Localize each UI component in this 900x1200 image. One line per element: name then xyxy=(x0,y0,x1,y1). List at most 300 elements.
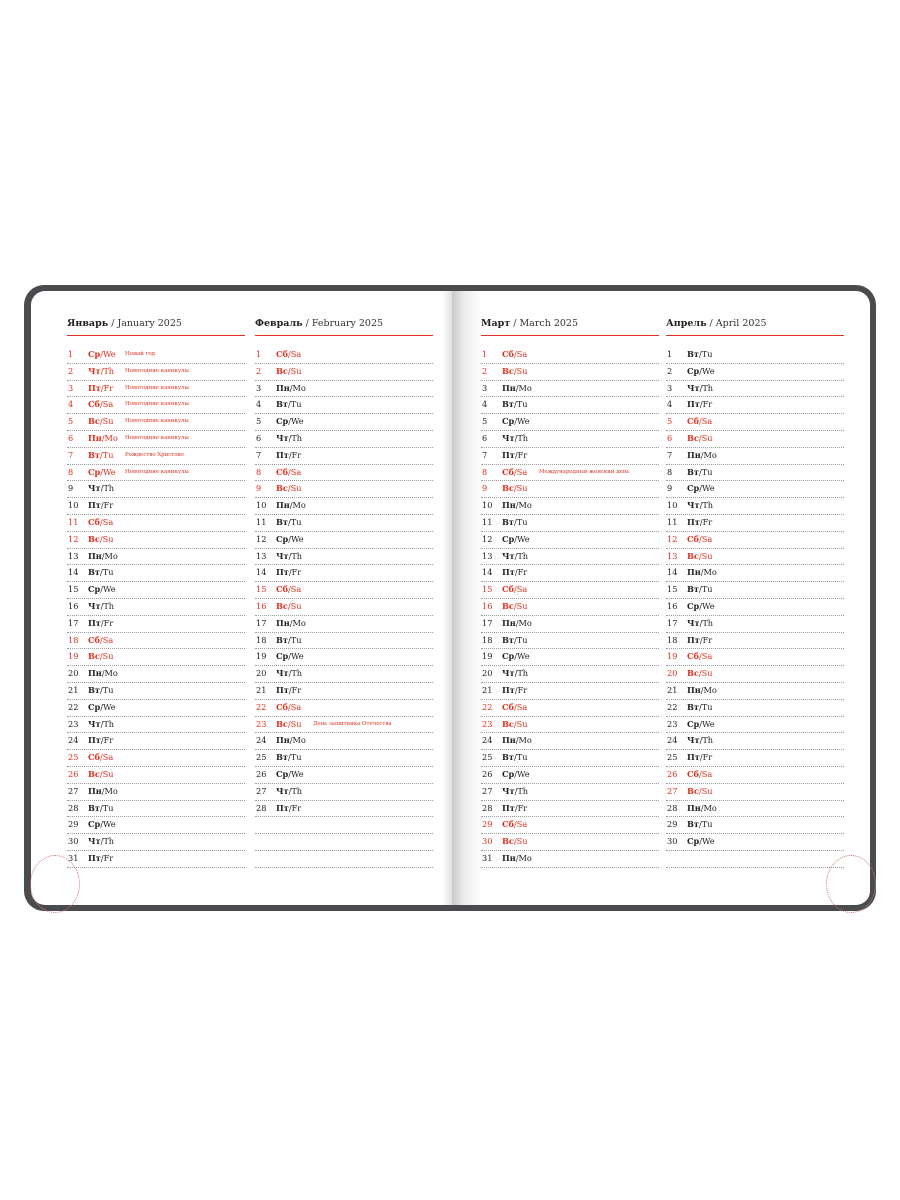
weekday-separator: / xyxy=(99,533,103,544)
weekday-ru: Чт xyxy=(276,550,289,561)
weekday-separator: / xyxy=(288,802,292,813)
weekday-separator: / xyxy=(99,416,103,427)
month-name-ru: Январь xyxy=(67,318,109,329)
day-list xyxy=(67,347,245,868)
weekday-separator: / xyxy=(699,466,702,477)
day-row xyxy=(666,515,844,532)
day-row xyxy=(255,532,433,549)
weekday-ru: Пн xyxy=(687,567,701,578)
day-number: 29 xyxy=(667,819,678,830)
weekday-separator: / xyxy=(101,550,105,561)
day-row xyxy=(67,851,245,868)
weekday-ru: Вс xyxy=(276,718,288,729)
weekday-ru: Пт xyxy=(502,567,515,578)
day-number: 13 xyxy=(256,550,267,561)
weekday-en: Su xyxy=(290,365,302,376)
day-number: 23 xyxy=(256,718,267,729)
weekday-ru: Пн xyxy=(502,735,516,746)
day-row xyxy=(666,767,844,784)
weekday-ru: Сб xyxy=(88,752,100,763)
weekday-separator: / xyxy=(287,701,291,712)
day-row xyxy=(67,347,245,364)
day-number: 2 xyxy=(667,365,673,376)
day-row xyxy=(481,616,659,633)
day-number: 12 xyxy=(482,533,493,544)
weekday-en: Th xyxy=(517,785,529,796)
weekday-separator: / xyxy=(699,500,703,511)
weekday-separator: / xyxy=(514,399,517,410)
day-row xyxy=(255,582,433,599)
weekday-separator: / xyxy=(287,600,291,611)
weekday-ru: Пт xyxy=(687,752,700,763)
weekday-separator: / xyxy=(100,684,103,695)
weekday-ru: Вс xyxy=(502,718,514,729)
weekday-separator: / xyxy=(100,802,103,813)
day-number: 27 xyxy=(482,785,493,796)
weekday-ru: Пт xyxy=(687,634,700,645)
weekday-separator: / xyxy=(514,684,518,695)
weekday-ru: Сб xyxy=(687,768,699,779)
weekday-en: Th xyxy=(291,432,303,443)
weekday-separator: / xyxy=(514,785,518,796)
weekday-en: Fr xyxy=(103,617,114,628)
weekday-ru: Сб xyxy=(88,399,100,410)
weekday-ru: Пн xyxy=(88,785,102,796)
day-row xyxy=(481,565,659,582)
weekday-ru: Пн xyxy=(276,617,290,628)
weekday-separator: / xyxy=(514,752,517,763)
weekday-ru: Чт xyxy=(687,735,700,746)
weekday-en: We xyxy=(291,651,304,662)
weekday-en: Fr xyxy=(291,449,302,460)
weekday-en: We xyxy=(702,836,715,847)
weekday-en: Su xyxy=(102,651,114,662)
weekday-en: Th xyxy=(517,432,529,443)
day-number: 15 xyxy=(482,584,493,595)
day-number: 4 xyxy=(667,399,673,410)
weekday-en: Mo xyxy=(104,668,118,679)
weekday-en: Sa xyxy=(290,701,302,712)
weekday-separator: / xyxy=(100,466,104,477)
day-row xyxy=(666,633,844,650)
weekday-separator: / xyxy=(699,349,702,359)
weekday-separator: / xyxy=(100,718,104,729)
weekday-en: Th xyxy=(103,600,115,611)
day-row xyxy=(666,750,844,767)
weekday-ru: Чт xyxy=(687,382,700,393)
day-row xyxy=(67,616,245,633)
month-name-en: February 2025 xyxy=(311,318,384,329)
weekday-en: Fr xyxy=(291,802,302,813)
day-number: 22 xyxy=(68,701,79,712)
weekday-ru: Вс xyxy=(88,533,100,544)
weekday-separator: / xyxy=(699,483,703,494)
day-number: 10 xyxy=(256,500,267,511)
day-number: 10 xyxy=(68,500,79,511)
day-number: 7 xyxy=(256,449,262,460)
day-row xyxy=(666,481,844,498)
weekday-en: We xyxy=(291,768,304,779)
weekday-separator: / xyxy=(514,634,517,645)
day-number: 9 xyxy=(482,483,488,494)
day-row xyxy=(481,431,659,448)
weekday-ru: Вт xyxy=(687,584,699,595)
day-number: 21 xyxy=(256,684,267,695)
weekday-ru: Чт xyxy=(88,600,101,611)
day-row xyxy=(255,599,433,616)
weekday-ru: Сб xyxy=(276,584,288,595)
weekday-ru: Чт xyxy=(502,785,515,796)
holiday-note: День защитника Отечества xyxy=(313,720,392,727)
weekday-ru: Пн xyxy=(687,449,701,460)
day-row xyxy=(67,381,245,398)
weekday-separator: / xyxy=(699,516,703,527)
day-row xyxy=(481,733,659,750)
weekday-en: Tu xyxy=(516,399,528,410)
day-number: 22 xyxy=(256,701,267,712)
weekday-en: Th xyxy=(103,483,115,494)
weekday-ru: Ср xyxy=(276,768,289,779)
blank-row xyxy=(255,851,433,868)
day-number: 2 xyxy=(482,365,488,376)
weekday-ru: Вс xyxy=(687,432,699,443)
weekday-en: Tu xyxy=(516,752,528,763)
weekday-ru: Вс xyxy=(502,836,514,847)
weekday-separator: / xyxy=(515,735,519,746)
day-row xyxy=(481,347,659,364)
weekday-en: Su xyxy=(516,718,528,729)
weekday-en: Mo xyxy=(104,432,118,443)
weekday-separator: / xyxy=(100,382,104,393)
day-number: 16 xyxy=(68,600,79,611)
weekday-en: Su xyxy=(516,600,528,611)
weekday-separator: / xyxy=(513,836,517,847)
weekday-ru: Чт xyxy=(687,617,700,628)
weekday-ru: Пт xyxy=(88,500,101,511)
day-number: 9 xyxy=(68,483,74,494)
blank-row xyxy=(666,851,844,868)
day-row xyxy=(67,817,245,834)
holiday-note: Новогодние каникулы xyxy=(125,367,189,374)
weekday-separator: / xyxy=(514,567,518,578)
weekday-separator: / xyxy=(287,466,291,477)
month-separator: / xyxy=(302,318,312,329)
weekday-en: Tu xyxy=(701,819,713,830)
weekday-separator: / xyxy=(514,668,518,679)
day-row xyxy=(67,767,245,784)
weekday-ru: Ср xyxy=(276,533,289,544)
weekday-en: Tu xyxy=(516,634,528,645)
day-row xyxy=(67,364,245,381)
day-row xyxy=(481,498,659,515)
day-row xyxy=(67,633,245,650)
weekday-en: Tu xyxy=(102,802,114,813)
weekday-separator: / xyxy=(699,752,703,763)
day-number: 17 xyxy=(667,617,678,628)
day-row xyxy=(481,397,659,414)
weekday-en: Su xyxy=(290,600,302,611)
weekday-en: Th xyxy=(103,836,115,847)
day-row xyxy=(666,616,844,633)
weekday-separator: / xyxy=(514,516,517,527)
day-number: 18 xyxy=(68,634,79,645)
day-row xyxy=(67,649,245,666)
weekday-en: Mo xyxy=(104,550,118,561)
weekday-ru: Пт xyxy=(687,399,700,410)
weekday-ru: Чт xyxy=(502,668,515,679)
day-row xyxy=(67,481,245,498)
day-row xyxy=(255,666,433,683)
weekday-separator: / xyxy=(514,533,518,544)
weekday-separator: / xyxy=(288,516,291,527)
day-number: 18 xyxy=(256,634,267,645)
weekday-separator: / xyxy=(288,785,292,796)
day-number: 14 xyxy=(667,567,678,578)
weekday-en: Tu xyxy=(290,516,302,527)
weekday-en: Fr xyxy=(103,735,114,746)
weekday-ru: Ср xyxy=(687,836,700,847)
day-row xyxy=(666,431,844,448)
weekday-ru: Ср xyxy=(687,365,700,376)
weekday-separator: / xyxy=(700,449,704,460)
weekday-separator: / xyxy=(288,752,291,763)
weekday-en: Sa xyxy=(701,416,713,427)
day-number: 12 xyxy=(68,533,79,544)
weekday-en: Sa xyxy=(102,752,114,763)
day-number: 5 xyxy=(482,416,488,427)
weekday-separator: / xyxy=(100,584,104,595)
day-row xyxy=(255,767,433,784)
weekday-separator: / xyxy=(699,600,703,611)
weekday-ru: Пн xyxy=(276,735,290,746)
day-row xyxy=(67,599,245,616)
day-number: 8 xyxy=(667,466,673,477)
weekday-ru: Вс xyxy=(88,768,100,779)
weekday-en: Su xyxy=(701,785,713,796)
weekday-ru: Сб xyxy=(502,701,514,712)
day-number: 3 xyxy=(68,382,74,393)
weekday-separator: / xyxy=(698,668,702,679)
day-row xyxy=(481,784,659,801)
day-row xyxy=(481,851,659,868)
holiday-note: Новогодние каникулы xyxy=(125,434,189,441)
day-row xyxy=(481,465,659,482)
day-number: 16 xyxy=(667,600,678,611)
day-row xyxy=(666,364,844,381)
weekday-ru: Пн xyxy=(276,382,290,393)
weekday-separator: / xyxy=(99,768,103,779)
weekday-separator: / xyxy=(288,533,292,544)
month-separator: / xyxy=(706,318,716,329)
weekday-en: We xyxy=(291,416,304,427)
weekday-ru: Вс xyxy=(687,668,699,679)
weekday-ru: Ср xyxy=(88,819,101,830)
weekday-ru: Пт xyxy=(502,802,515,813)
day-row xyxy=(666,549,844,566)
day-row xyxy=(67,549,245,566)
weekday-en: We xyxy=(702,483,715,494)
day-number: 30 xyxy=(667,836,678,847)
day-number: 4 xyxy=(68,399,74,410)
weekday-ru: Сб xyxy=(687,651,699,662)
weekday-ru: Сб xyxy=(502,584,514,595)
day-row xyxy=(666,397,844,414)
weekday-en: Sa xyxy=(102,634,114,645)
day-number: 21 xyxy=(68,684,79,695)
weekday-en: Fr xyxy=(517,684,528,695)
day-row xyxy=(255,733,433,750)
month-name-en: April 2025 xyxy=(715,318,767,329)
weekday-separator: / xyxy=(100,701,104,712)
weekday-separator: / xyxy=(515,382,519,393)
day-row xyxy=(255,784,433,801)
weekday-ru: Сб xyxy=(502,349,514,359)
weekday-ru: Чт xyxy=(276,432,289,443)
day-number: 10 xyxy=(667,500,678,511)
weekday-ru: Сб xyxy=(687,416,699,427)
weekday-ru: Чт xyxy=(276,668,289,679)
day-row xyxy=(481,481,659,498)
weekday-separator: / xyxy=(287,483,291,494)
day-list xyxy=(666,347,844,868)
day-number: 19 xyxy=(68,651,79,662)
weekday-separator: / xyxy=(699,819,702,830)
day-number: 4 xyxy=(256,399,262,410)
weekday-en: We xyxy=(291,533,304,544)
day-row xyxy=(255,801,433,818)
day-number: 24 xyxy=(667,735,678,746)
day-row xyxy=(481,582,659,599)
weekday-en: Sa xyxy=(516,466,528,477)
weekday-ru: Вт xyxy=(88,567,100,578)
day-row xyxy=(666,801,844,818)
weekday-ru: Ср xyxy=(687,483,700,494)
day-row xyxy=(67,448,245,465)
weekday-ru: Ср xyxy=(276,416,289,427)
weekday-en: Mo xyxy=(292,617,306,628)
day-row xyxy=(481,834,659,851)
weekday-separator: / xyxy=(288,567,292,578)
weekday-separator: / xyxy=(514,550,518,561)
weekday-separator: / xyxy=(699,365,703,376)
weekday-separator: / xyxy=(100,735,104,746)
day-number: 5 xyxy=(667,416,673,427)
weekday-separator: / xyxy=(99,752,103,763)
day-row xyxy=(666,817,844,834)
weekday-en: Mo xyxy=(104,785,118,796)
weekday-en: Mo xyxy=(703,802,717,813)
day-number: 9 xyxy=(256,483,262,494)
blank-row xyxy=(255,817,433,834)
day-number: 1 xyxy=(667,349,673,359)
weekday-ru: Вт xyxy=(276,399,288,410)
weekday-en: Tu xyxy=(701,466,713,477)
weekday-en: We xyxy=(517,416,530,427)
weekday-separator: / xyxy=(288,768,292,779)
weekday-en: Th xyxy=(517,550,529,561)
weekday-en: Mo xyxy=(292,735,306,746)
weekday-en: Th xyxy=(517,668,529,679)
weekday-separator: / xyxy=(100,500,104,511)
weekday-separator: / xyxy=(698,533,702,544)
weekday-ru: Пт xyxy=(276,449,289,460)
weekday-ru: Сб xyxy=(276,466,288,477)
day-row xyxy=(666,414,844,431)
weekday-ru: Вт xyxy=(687,701,699,712)
day-number: 24 xyxy=(256,735,267,746)
weekday-ru: Вс xyxy=(276,600,288,611)
weekday-separator: / xyxy=(699,617,703,628)
weekday-separator: / xyxy=(700,567,704,578)
weekday-en: Sa xyxy=(290,466,302,477)
weekday-separator: / xyxy=(289,500,293,511)
weekday-en: Sa xyxy=(516,701,528,712)
month-separator: / xyxy=(510,318,520,329)
day-row xyxy=(666,465,844,482)
weekday-ru: Пт xyxy=(88,382,101,393)
weekday-separator: / xyxy=(514,432,518,443)
day-row xyxy=(481,717,659,734)
day-number: 1 xyxy=(482,349,488,359)
weekday-ru: Вт xyxy=(502,399,514,410)
weekday-en: We xyxy=(517,533,530,544)
weekday-separator: / xyxy=(100,567,103,578)
day-number: 8 xyxy=(256,466,262,477)
day-row xyxy=(666,649,844,666)
day-number: 23 xyxy=(482,718,493,729)
day-row xyxy=(255,515,433,532)
day-row xyxy=(67,801,245,818)
day-number: 1 xyxy=(256,349,262,359)
weekday-separator: / xyxy=(514,651,518,662)
day-number: 14 xyxy=(482,567,493,578)
day-row xyxy=(481,549,659,566)
day-number: 27 xyxy=(667,785,678,796)
weekday-ru: Пт xyxy=(687,516,700,527)
weekday-separator: / xyxy=(287,349,291,359)
weekday-en: We xyxy=(702,365,715,376)
weekday-separator: / xyxy=(100,349,104,359)
weekday-ru: Пт xyxy=(88,735,101,746)
weekday-ru: Пн xyxy=(502,852,516,863)
weekday-en: Su xyxy=(102,416,114,427)
weekday-ru: Вс xyxy=(88,651,100,662)
weekday-ru: Вт xyxy=(687,349,699,359)
weekday-ru: Вт xyxy=(88,802,100,813)
day-row xyxy=(255,717,433,734)
weekday-separator: / xyxy=(288,399,291,410)
weekday-separator: / xyxy=(100,617,104,628)
day-row xyxy=(481,515,659,532)
weekday-ru: Ср xyxy=(88,584,101,595)
weekday-ru: Ср xyxy=(502,533,515,544)
day-number: 19 xyxy=(667,651,678,662)
weekday-ru: Сб xyxy=(88,634,100,645)
weekday-en: Sa xyxy=(701,651,713,662)
month-name-ru: Март xyxy=(481,318,511,329)
weekday-separator: / xyxy=(287,718,291,729)
weekday-separator: / xyxy=(288,684,292,695)
day-number: 5 xyxy=(256,416,262,427)
day-row xyxy=(67,666,245,683)
month-february xyxy=(255,317,433,868)
month-march xyxy=(481,317,659,868)
day-row xyxy=(255,431,433,448)
weekday-en: We xyxy=(103,701,116,712)
weekday-en: Mo xyxy=(703,567,717,578)
day-number: 10 xyxy=(482,500,493,511)
weekday-ru: Ср xyxy=(88,349,101,359)
